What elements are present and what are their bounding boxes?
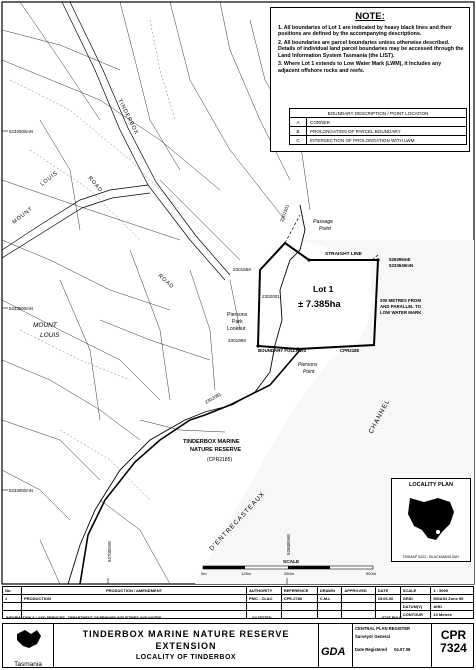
parcel-label: 2301969 (228, 338, 246, 343)
scale-tick: 250m (284, 571, 295, 576)
legend-row: B PROLONGATION OF PARCEL BOUNDARY (290, 127, 467, 136)
roads (2, 2, 230, 280)
legend-row: A CORNER (290, 118, 467, 127)
mount-louis-label-1: MOUNT (33, 322, 57, 329)
piersons-park-label-2: Park (232, 319, 243, 325)
notes-list (276, 25, 464, 74)
locality-plan-caption: TASMAP 5223 - BLACKMANS BAY (402, 555, 460, 559)
easting-label: 526395mE (389, 257, 411, 262)
revision-row: 1 PRODUCTION PMC - CLAC CPE-2780 C.M.L 19.06.06 GRID MGA94 Zone 55 (3, 595, 474, 603)
lot-label: Lot 1 (313, 284, 334, 294)
register-block (352, 624, 428, 667)
plan-number: CPR 7324 (431, 624, 475, 667)
easting-grid-label: 527000mE (107, 540, 112, 562)
channel-label-2: D'ENTRECASTEAUX (208, 490, 267, 553)
scale-tick: 0m (201, 571, 207, 576)
mount-louis-label-2: LOUIS (40, 332, 60, 339)
northing-label: 5233649mN (389, 263, 414, 268)
lwm-description-2: AND PARALLEL TO (380, 304, 421, 309)
road-label-mount: MOUNT (11, 205, 35, 226)
info-line: INFORMATION & LAND SERVICES - DEPARTMENT OF PRIMARY INDUSTRIES AND WATER. GAZETTED: STAT RULE (6, 616, 402, 620)
scale-tick: 125m (241, 571, 252, 576)
gda-mark: GDA (321, 646, 346, 658)
scale-label: SCALE (283, 560, 300, 565)
piersons-point-label-1: Piersons (298, 362, 318, 368)
road-label-tinderbox: TINDERBOX (116, 98, 140, 136)
contour-lines (10, 20, 180, 500)
locality-plan-title: LOCALITY PLAN (409, 482, 453, 488)
note-item: 3. Where Lot 1 extends to Low Water Mark (LWM), it includes any adjacent offshore rocks and reefs. (278, 61, 442, 74)
legend-row: C INTERSECTION OF PROLONGATION WITH LWM (290, 136, 467, 145)
note-item: 1. All boundaries of Lot 1 are indicated by heavy black lines and their positions are defined by the accompanying descriptions. (278, 25, 452, 38)
corner-marker (376, 258, 379, 261)
lwm-description-3: LOW WATER MARK (380, 310, 422, 315)
corner-marker (307, 258, 310, 261)
northing-grid-label: 5233000mN (9, 488, 33, 493)
surveyor-label: Surveyor General (355, 634, 390, 639)
notes-title: NOTE: (355, 11, 385, 22)
locality-plan (391, 478, 471, 562)
reserve-label-1: TINDERBOX MARINE (183, 439, 240, 445)
title-line-1: TINDERBOX MARINE NATURE RESERVE (82, 629, 290, 639)
logo-text: Tasmania (14, 661, 42, 668)
register-title: CENTRAL PLAN REGISTER (355, 626, 411, 631)
tasmania-logo (5, 626, 51, 666)
straight-line-label: STRAIGHT LINE (325, 252, 362, 257)
easting-grid-label: 526500mE (286, 533, 291, 555)
note-item: 2. All boundaries are parcel boundaries unless otherwise described. Details of individual land parcel boundaries may be accessed through the Land Information System Tasmania (the LIST). (278, 39, 464, 59)
scale-tick: 500m (366, 571, 377, 576)
road-label-road-2: ROAD (156, 273, 175, 291)
parcel-label: 2301558 (233, 267, 251, 272)
boundary-legend (289, 108, 467, 145)
title-line-3: LOCALITY OF TINDERBOX (135, 654, 237, 661)
reserve-label-2: NATURE RESERVE (190, 447, 242, 453)
passage-point-label-2: Point (319, 226, 331, 232)
channel-label-1: CHANNEL (367, 398, 392, 435)
cpr-boundary-label: CPR2185 (340, 348, 360, 353)
lwm-description-1: 200 METRES FROM (380, 298, 421, 303)
datum-row: DATUM(V) AHD (3, 603, 474, 611)
contour-row: CONTOUR 10 Metres (3, 611, 474, 619)
road-label-road-1: ROAD (86, 175, 104, 194)
area-label: ± 7.385ha (298, 299, 341, 310)
northing-grid-label: 5234000mN (9, 129, 33, 134)
revision-header-row: No. PRODUCTION / AMENDMENT AUTHORITY REFERENCE DRAWN APPROVED DATE SCALE 1 : 5000 (3, 587, 474, 595)
legend-header: BOUNDARY DESCRIPTION / POINT LOCATION (290, 109, 467, 118)
date-registered: Date Registered 04.07.06 (355, 647, 411, 652)
passage-point-label-1: Passage (313, 219, 334, 225)
tasmania-logo-icon (5, 626, 51, 656)
northing-grid-label: 5233500mN (9, 306, 33, 311)
reserve-label-3: (CPR2185) (207, 457, 233, 463)
footer (2, 586, 474, 668)
parcel-label: 2301501 (279, 203, 291, 223)
parcel-label: 2302081 (204, 391, 222, 405)
title-main (53, 624, 319, 667)
parcel-label: 2302001 (262, 294, 280, 299)
tasmania-outline-icon (392, 488, 470, 548)
piersons-park-label-1: Piersons (227, 312, 248, 318)
piersons-park-label-3: Lookout (227, 326, 246, 332)
title-line-2: EXTENSION (155, 641, 217, 651)
title-block (2, 623, 474, 668)
road-label-louis: LOUIS (39, 170, 60, 188)
boundary-follows-label: BOUNDARY FOLLOWS (258, 348, 307, 353)
piersons-point-label-2: Point (303, 369, 315, 375)
